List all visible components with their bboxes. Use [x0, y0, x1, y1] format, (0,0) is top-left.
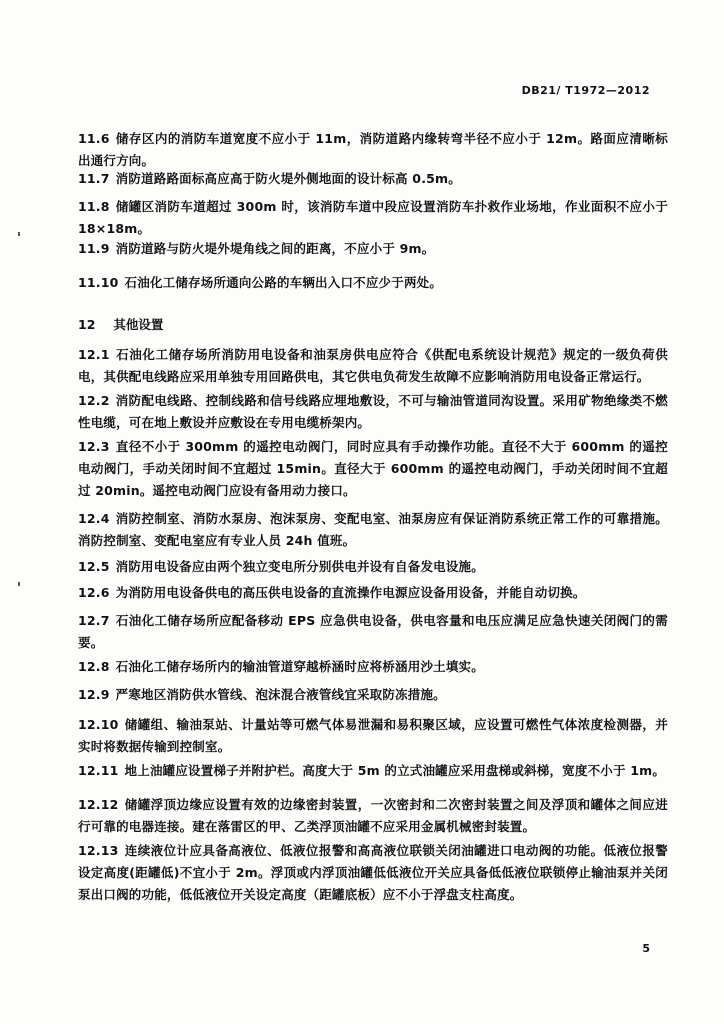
clause-11-6	[78, 128, 668, 172]
clause-12-4	[78, 508, 668, 552]
clause-text: 严寒地区消防供水管线、泡沫混合液管线宜采取防冻措施。	[115, 687, 446, 702]
clause-12-2	[78, 390, 668, 434]
clause-text: 消防道路路面标高应高于防火堤外侧地面的设计标高 0.5m。	[115, 171, 461, 186]
clause-12-12	[78, 794, 668, 838]
clause-number: 11.9	[78, 241, 110, 256]
clause-number: 12.9	[78, 687, 110, 702]
clause-text: 消防配电线路、控制线路和信号线路应埋地敷设，不可与输油管道同沟设置。采用矿物绝缘类不燃性电缆，可在地上敷设并应敷设在专用电缆桥架内。	[78, 393, 668, 430]
clause-text: 石油化工储存场所应配备移动 EPS 应急供电设备，供电容量和电压应满足应急快速关闭阀门的需要。	[78, 613, 668, 650]
clause-12-8	[78, 656, 668, 678]
clause-text: 石油化工储存场所内的输油管道穿越桥涵时应将桥涵用沙土填实。	[115, 659, 484, 674]
clause-number: 12.7	[78, 613, 110, 628]
clause-number: 12.2	[78, 393, 110, 408]
clause-number: 12.4	[78, 511, 110, 526]
clause-12-7	[78, 610, 668, 654]
clause-number: 12.1	[78, 347, 110, 362]
section-number: 12	[78, 317, 96, 332]
clause-number: 12.3	[78, 439, 110, 454]
clause-number: 12.13	[78, 843, 119, 858]
clause-12-3	[78, 436, 668, 502]
clause-text: 储罐区消防车道超过 300m 时，该消防车道中段应设置消防车扑救作业场地，作业面积不应小于 18×18m。	[78, 199, 668, 236]
clause-number: 11.10	[78, 275, 119, 290]
scan-mark	[18, 232, 20, 236]
clause-12-9	[78, 684, 668, 706]
clause-text: 储罐组、输油泵站、计量站等可燃气体易泄漏和易积聚区域，应设置可燃性气体浓度检测器，并实时将数据传输到控制室。	[78, 717, 668, 754]
clause-text: 连续液位计应具备高液位、低液位报警和高高液位联锁关闭油罐进口电动阀的功能。低液位报警设定高度(距罐低)不宜小于 2m。浮顶或内浮顶油罐低低液位开关应具备低低液位联锁停止输油泵并关闭泵出口阀的功能，低低液位开关设定高度（距罐底板）应不小于浮盘支柱高度。	[78, 843, 668, 902]
clause-11-7	[78, 168, 668, 190]
clause-text: 为消防用电设备供电的高压供电设备的直流操作电源应设备用设备，并能自动切换。	[115, 585, 586, 600]
clause-text: 储罐浮顶边缘应设置有效的边缘密封装置，一次密封和二次密封装置之间及浮顶和罐体之间应进行可靠的电器连接。建在落雷区的甲、乙类浮顶油罐不应采用金属机械密封装置。	[78, 797, 668, 834]
clause-11-9	[78, 238, 668, 260]
scan-mark	[18, 582, 20, 586]
clause-number: 11.7	[78, 171, 110, 186]
clause-number: 12.5	[78, 559, 110, 574]
clause-11-8	[78, 196, 668, 240]
clause-12-1	[78, 344, 668, 388]
clause-text: 储存区内的消防车道宽度不应小于 11m，消防道路内缘转弯半径不应小于 12m。路面应清晰标出通行方向。	[78, 131, 668, 168]
section-title: 其他设置	[113, 317, 164, 332]
clause-12-6	[78, 582, 668, 604]
clause-number: 12.11	[78, 763, 119, 778]
section-heading	[78, 314, 163, 336]
clause-12-11	[78, 760, 668, 782]
clause-number: 11.6	[78, 131, 110, 146]
page-number: 5	[642, 942, 650, 955]
clause-text: 消防控制室、消防水泵房、泡沫泵房、变配电室、油泵房应有保证消防系统正常工作的可靠措施。消防控制室、变配电室应有专业人员 24h 值班。	[78, 511, 668, 548]
clause-text: 消防用电设备应由两个独立变电所分别供电并设有自备发电设施。	[115, 559, 484, 574]
clause-number: 12.10	[78, 717, 119, 732]
clause-number: 12.8	[78, 659, 110, 674]
clause-number: 12.6	[78, 585, 110, 600]
clause-text: 地上油罐应设置梯子并附护栏。高度大于 5m 的立式油罐应采用盘梯或斜梯，宽度不小于 1m。	[124, 763, 666, 778]
clause-11-10	[78, 272, 668, 294]
clause-text: 石油化工储存场所消防用电设备和油泵房供电应符合《供配电系统设计规范》规定的一级负荷供电，其供配电线路应采用单独专用回路供电，其它供电负荷发生故障不应影响消防用电设备正常运行。	[78, 347, 668, 384]
clause-12-5	[78, 556, 668, 578]
clause-text: 石油化工储存场所通向公路的车辆出入口不应少于两处。	[124, 275, 443, 290]
standard-code: DB21/ T1972—2012	[521, 84, 650, 97]
clause-number: 11.8	[78, 199, 110, 214]
clause-text: 直径不小于 300mm 的遥控电动阀门，同时应具有手动操作功能。直径不大于 600mm 的遥控电动阀门，手动关闭时间不宜超过 15min。直径大于 600mm 的遥控电动阀门，手动关闭时间不宜超过 20min。遥控电动阀门应设有备用动力接口。	[78, 439, 668, 498]
clause-12-10	[78, 714, 668, 758]
clause-number: 12.12	[78, 797, 119, 812]
clause-text: 消防道路与防火堤外堤角线之间的距离，不应小于 9m。	[115, 241, 435, 256]
clause-12-13	[78, 840, 668, 906]
